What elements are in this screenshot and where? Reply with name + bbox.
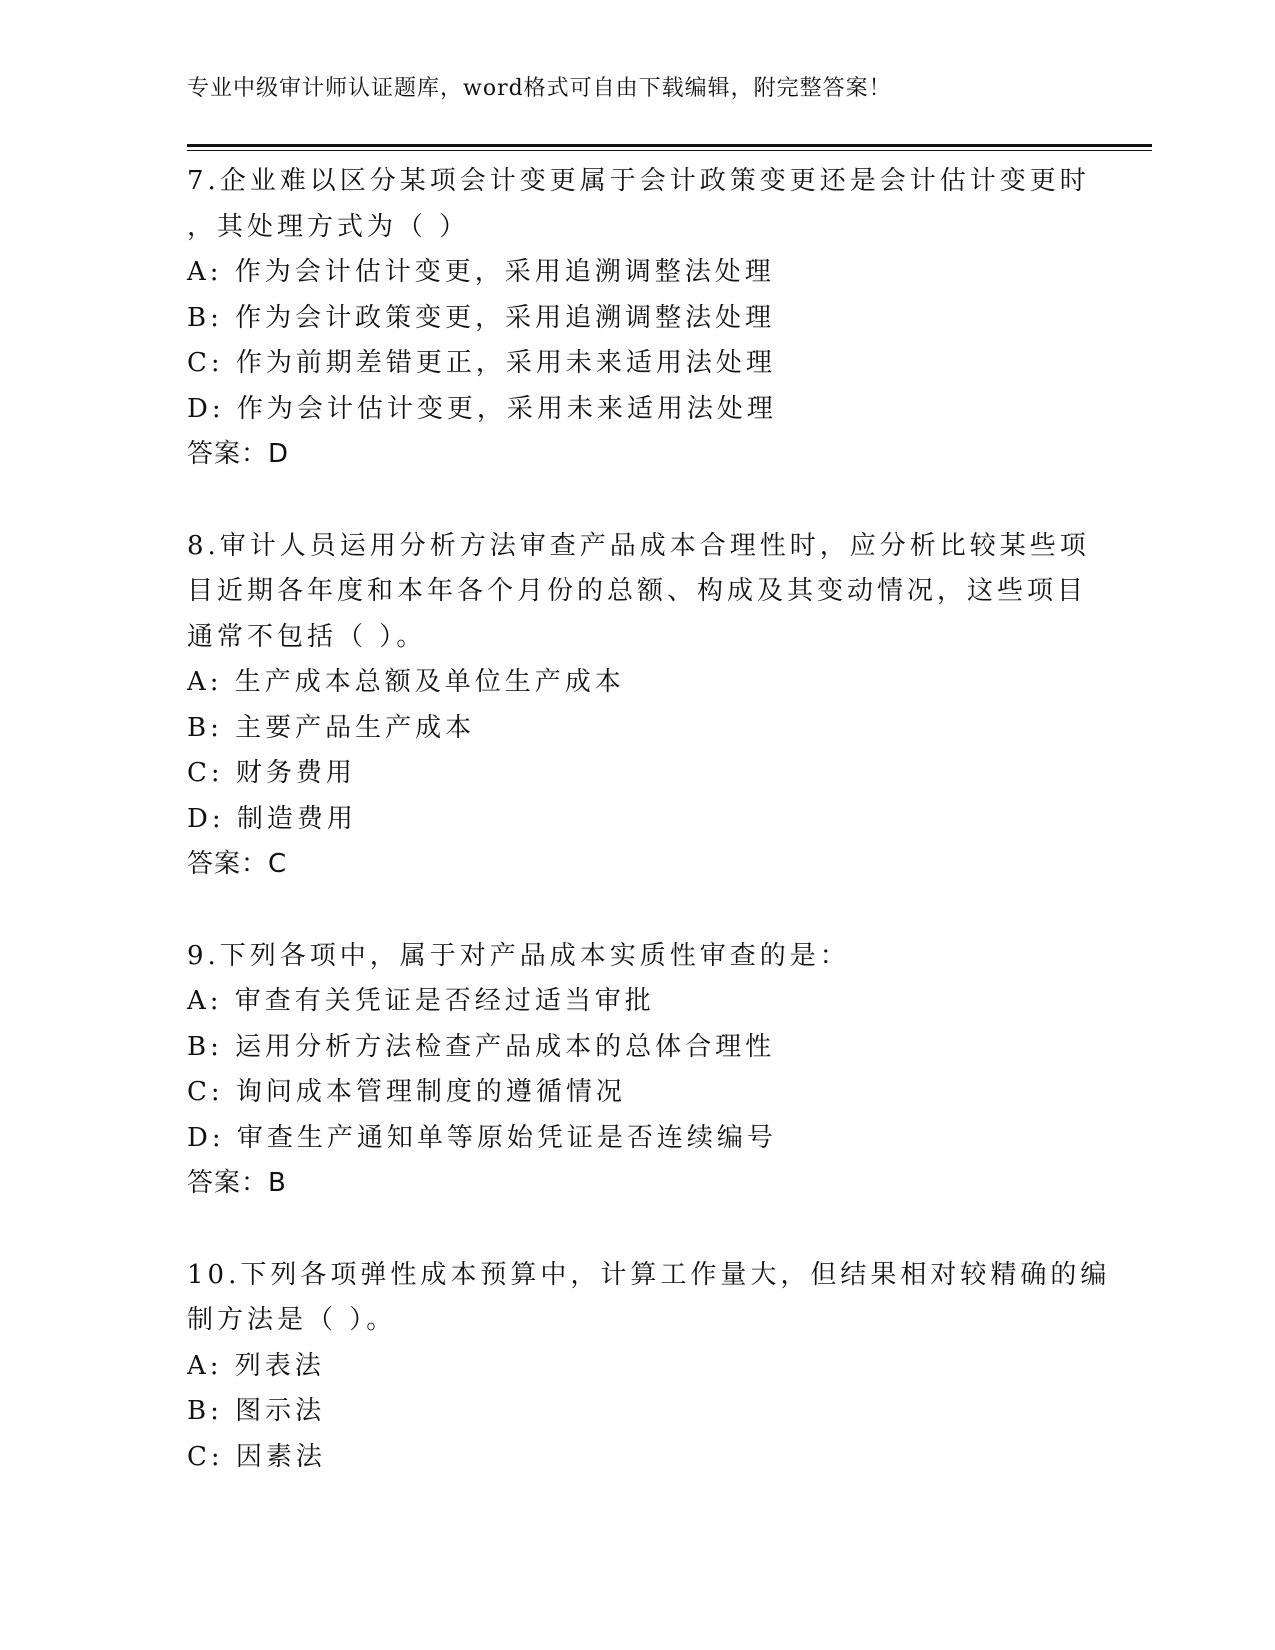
option-a: A: 生产成本总额及单位生产成本 (187, 667, 625, 697)
question-8 (187, 524, 1107, 888)
question-stem-line: 目近期各年度和本年各个月份的总额、构成及其变动情况，这些项目 (187, 576, 1088, 606)
question-stem-line: ，其处理方式为（ ） (187, 211, 470, 242)
answer-line: 答案：D (187, 439, 290, 469)
option-c: C: 询问成本管理制度的遵循情况 (187, 1077, 626, 1107)
page-header: 专业中级审计师认证题库，word格式可自由下载编辑，附完整答案！ (187, 76, 892, 101)
question-list (187, 159, 1111, 1480)
option-a: A: 列表法 (187, 1350, 325, 1381)
option-d: D: 作为会计估计变更，采用未来适用法处理 (187, 393, 777, 424)
option-c: C: 作为前期差错更正，采用未来适用法处理 (187, 348, 776, 378)
question-10 (187, 1253, 1111, 1481)
answer-line: 答案：C (187, 849, 288, 879)
question-7 (187, 159, 1107, 478)
option-b: B: 图示法 (187, 1396, 326, 1426)
question-stem-line: 7.企业难以区分某项会计变更属于会计政策变更还是会计估计变更时 (187, 166, 1090, 196)
option-b: B: 主要产品生产成本 (187, 712, 476, 743)
question-stem-line: 10.下列各项弹性成本预算中，计算工作量大，但结果相对较精确的编 (187, 1259, 1111, 1290)
option-c: C: 因素法 (187, 1441, 326, 1472)
option-a: A: 审查有关凭证是否经过适当审批 (187, 986, 655, 1016)
option-c: C: 财务费用 (187, 758, 356, 788)
option-b: B: 作为会计政策变更，采用追溯调整法处理 (187, 302, 776, 333)
header-rule-thick (187, 144, 1152, 147)
answer-line: 答案：B (187, 1168, 287, 1198)
option-b: B: 运用分析方法检查产品成本的总体合理性 (187, 1031, 776, 1062)
question-9 (187, 934, 1107, 1207)
question-stem-line: 制方法是（ ）。 (187, 1305, 397, 1335)
question-stem-line: 9.下列各项中，属于对产品成本实质性审查的是： (187, 940, 850, 971)
option-d: D: 审查生产通知单等原始凭证是否连续编号 (187, 1122, 777, 1153)
header-rule-thin (187, 150, 1152, 151)
option-a: A: 作为会计估计变更，采用追溯调整法处理 (187, 257, 775, 287)
option-d: D: 制造费用 (187, 803, 357, 834)
question-stem-line: 通常不包括（ ）。 (187, 621, 427, 652)
question-stem-line: 8.审计人员运用分析方法审查产品成本合理性时，应分析比较某些项 (187, 530, 1090, 561)
